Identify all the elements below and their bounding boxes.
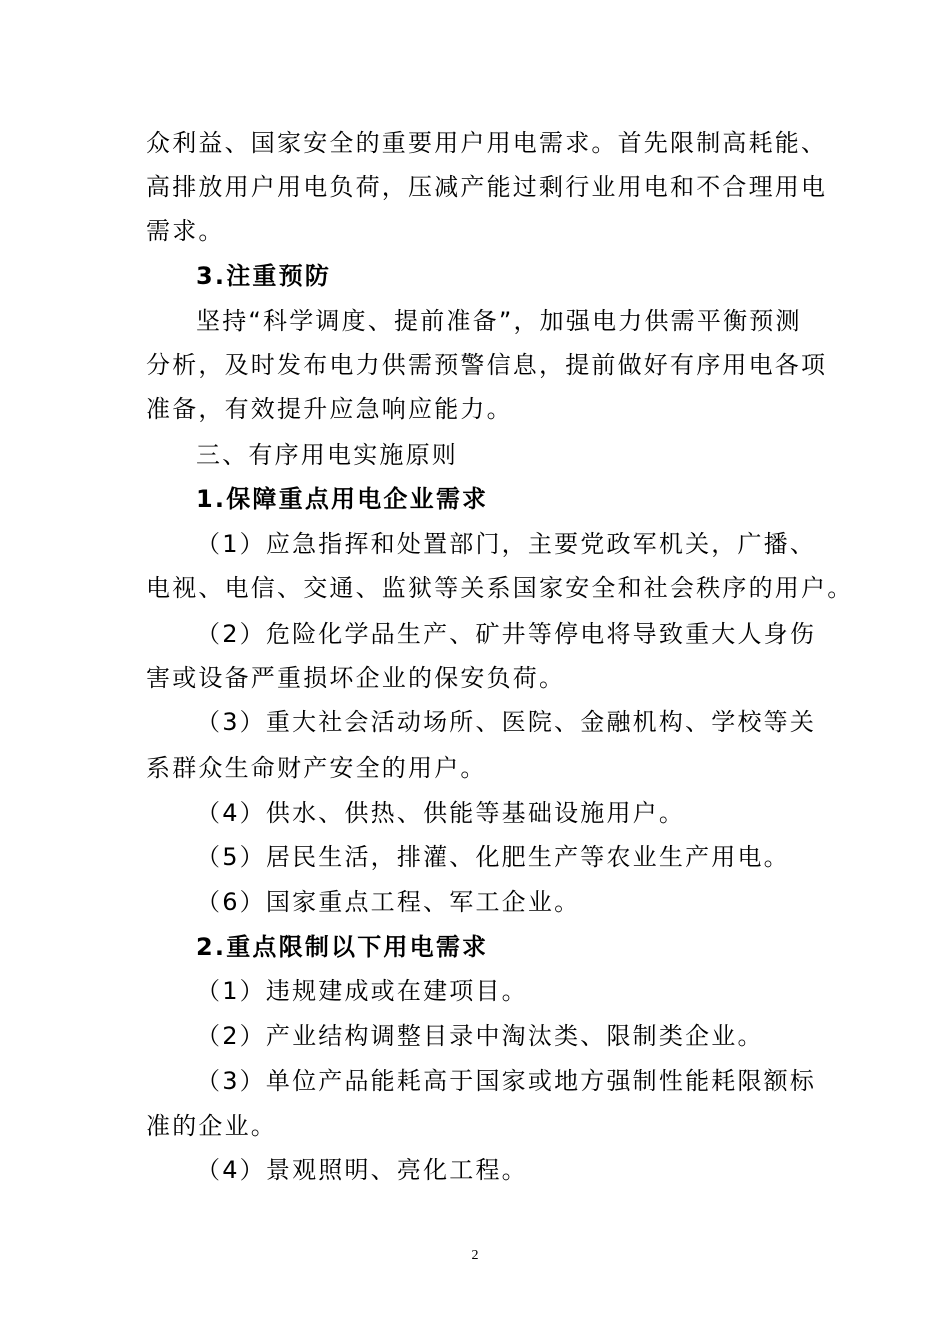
paragraph-line: （5）居民生活，排灌、化肥生产等农业生产用电。 — [196, 843, 790, 871]
paragraph-line: 系群众生命财产安全的用户。 — [146, 754, 487, 782]
paragraph-line: 准备，有效提升应急响应能力。 — [146, 395, 513, 423]
section-heading-priority: 1.保障重点用电企业需求 — [196, 485, 489, 513]
paragraph-line: （2）危险化学品生产、矿井等停电将导致重大人身伤 — [196, 620, 817, 648]
paragraph-line: （2）产业结构调整目录中淘汰类、限制类企业。 — [196, 1022, 764, 1050]
paragraph-line: （4）景观照明、亮化工程。 — [196, 1156, 528, 1184]
chapter-heading-implementation: 三、有序用电实施原则 — [196, 441, 458, 469]
paragraph-line: 坚持“科学调度、提前准备”，加强电力供需平衡预测 — [196, 307, 802, 335]
paragraph-line: 分析，及时发布电力供需预警信息，提前做好有序用电各项 — [146, 351, 828, 379]
paragraph-line: 众利益、国家安全的重要用户用电需求。首先限制高耗能、 — [146, 129, 828, 157]
paragraph-line: 电视、电信、交通、监狱等关系国家安全和社会秩序的用户。 — [146, 574, 854, 602]
paragraph-line: 害或设备严重损坏企业的保安负荷。 — [146, 664, 566, 692]
paragraph-line: （3）单位产品能耗高于国家或地方强制性能耗限额标 — [196, 1067, 817, 1095]
paragraph-line: 需求。 — [146, 217, 225, 245]
paragraph-line: 准的企业。 — [146, 1112, 277, 1140]
paragraph-line: 高排放用户用电负荷，压减产能过剩行业用电和不合理用电 — [146, 173, 828, 201]
paragraph-line: （6）国家重点工程、军工企业。 — [196, 888, 581, 916]
paragraph-line: （4）供水、供热、供能等基础设施用户。 — [196, 799, 686, 827]
section-heading-restrictions: 2.重点限制以下用电需求 — [196, 933, 489, 961]
paragraph-line: （3）重大社会活动场所、医院、金融机构、学校等关 — [196, 708, 817, 736]
section-heading-prevention: 3.注重预防 — [196, 262, 332, 290]
paragraph-line: （1）应急指挥和处置部门，主要党政军机关，广播、 — [196, 530, 817, 558]
page-number: 2 — [471, 1248, 479, 1263]
paragraph-line: （1）违规建成或在建项目。 — [196, 977, 528, 1005]
